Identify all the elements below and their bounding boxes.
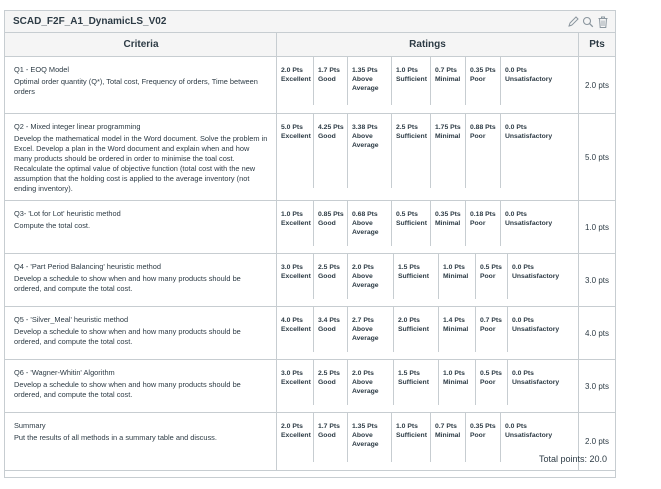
criterion-cell	[14, 368, 268, 400]
pencil-icon[interactable]	[567, 15, 579, 29]
rating-option[interactable]	[348, 57, 392, 113]
rating-points: 1.5 Pts	[398, 370, 420, 377]
rating-points: 4.0 Pts	[281, 317, 303, 324]
rating-points: 2.0 Pts	[281, 67, 303, 74]
rating-points: 3.4 Pts	[318, 317, 340, 324]
rating-option[interactable]	[277, 57, 314, 113]
rating-option[interactable]	[348, 307, 394, 359]
rating-label: Unsatisfactory	[505, 133, 553, 140]
rating-option[interactable]	[277, 307, 314, 359]
criterion-cell	[14, 122, 268, 194]
search-icon[interactable]	[582, 15, 594, 29]
rating-label: Sufficient	[398, 273, 429, 280]
rating-label: Unsatisfactory	[512, 379, 560, 386]
rating-option[interactable]	[501, 201, 578, 253]
ratings-cell	[277, 201, 578, 253]
rating-option[interactable]	[508, 307, 578, 359]
rating-points: 0.7 Pts	[435, 67, 457, 74]
rating-option[interactable]	[314, 114, 348, 200]
criterion-title: Q5 - 'Silver_Meal' heuristic method	[14, 315, 129, 324]
rating-label: Good	[318, 432, 336, 439]
rating-option[interactable]	[394, 360, 439, 412]
criterion-title: Q4 - 'Part Period Balancing' heuristic method	[14, 262, 162, 271]
rating-points: 1.35 Pts	[352, 67, 378, 74]
rating-label: Excellent	[281, 379, 311, 386]
rating-option[interactable]	[392, 201, 431, 253]
rating-points: 2.5 Pts	[396, 124, 418, 131]
rating-option[interactable]	[431, 57, 466, 113]
rating-points: 1.75 Pts	[435, 124, 461, 131]
rating-option[interactable]	[348, 360, 394, 412]
ratings-header: Ratings	[409, 39, 446, 50]
criterion-row	[5, 307, 615, 360]
criterion-points: 3.0 pts	[584, 276, 609, 285]
rating-option[interactable]	[394, 307, 439, 359]
rating-label: Minimal	[443, 273, 469, 280]
ratings-cell	[277, 254, 578, 306]
criteria-header: Criteria	[123, 39, 159, 50]
rating-points: 4.25 Pts	[318, 124, 344, 131]
rating-points: 1.0 Pts	[443, 370, 465, 377]
rubric-header-row	[5, 33, 615, 57]
rating-points: 0.68 Pts	[352, 211, 378, 218]
criterion-cell	[14, 421, 268, 443]
rating-points: 2.5 Pts	[318, 264, 340, 271]
rubric-actions	[567, 15, 609, 29]
rating-points: 1.7 Pts	[318, 67, 340, 74]
rating-label: Excellent	[281, 273, 311, 280]
rating-label: Good	[318, 273, 336, 280]
rubric-table	[4, 10, 616, 478]
rating-label: Poor	[480, 326, 496, 333]
rating-points: 1.0 Pts	[396, 423, 418, 430]
rating-option[interactable]	[439, 360, 476, 412]
rating-points: 0.0 Pts	[505, 67, 527, 74]
rating-label: Good	[318, 133, 336, 140]
rating-points: 3.38 Pts	[352, 124, 378, 131]
ratings-cell	[277, 360, 578, 412]
rating-points: 1.35 Pts	[352, 423, 378, 430]
rating-points: 0.5 Pts	[480, 264, 502, 271]
criterion-description: Put the results of all methods in a summary table and discuss.	[14, 433, 217, 442]
rating-points: 0.0 Pts	[505, 124, 527, 131]
rating-label: Minimal	[435, 76, 461, 83]
rating-label: Poor	[470, 133, 486, 140]
rating-points: 0.35 Pts	[470, 67, 496, 74]
rating-option[interactable]	[466, 114, 501, 200]
rating-points: 0.0 Pts	[512, 264, 534, 271]
rating-option[interactable]	[314, 254, 348, 306]
rating-label: Above Average	[352, 379, 379, 395]
rating-option[interactable]	[277, 254, 314, 306]
rating-points: 1.0 Pts	[396, 67, 418, 74]
criterion-description: Develop a schedule to show when and how many products should be ordered, and compute the total cost.	[14, 380, 241, 399]
rating-option[interactable]	[431, 114, 466, 200]
rating-points: 2.0 Pts	[398, 317, 420, 324]
rating-points: 0.35 Pts	[470, 423, 496, 430]
rating-points: 0.7 Pts	[435, 423, 457, 430]
rating-label: Minimal	[443, 379, 469, 386]
rating-label: Above Average	[352, 273, 379, 289]
rating-option[interactable]	[508, 360, 578, 412]
criterion-description: Develop the mathematical model in the Word document. Solve the problem in Excel. Develop a plan in the Word document and explain when and how many products should be ordered in order to minimise the toal cost. Recalculate the optimal value of objective function (total cost with the new assumption that the holding cost is applied to the average inventory (not ending inventory).	[14, 134, 268, 193]
rating-label: Unsatisfactory	[505, 432, 553, 439]
rating-points: 5.0 Pts	[281, 124, 303, 131]
rubric-title: SCAD_F2F_A1_DynamicLS_V02	[13, 16, 167, 27]
trash-icon[interactable]	[597, 15, 609, 29]
rating-option[interactable]	[501, 114, 578, 200]
rating-option[interactable]	[314, 57, 348, 113]
rating-option[interactable]	[439, 307, 476, 359]
rating-label: Good	[318, 379, 336, 386]
total-points-row	[5, 445, 615, 477]
rating-label: Unsatisfactory	[512, 273, 560, 280]
rating-points: 0.18 Pts	[470, 211, 496, 218]
total-points: Total points: 20.0	[538, 454, 607, 464]
rating-label: Above Average	[352, 133, 379, 149]
criterion-points: 5.0 pts	[584, 153, 609, 162]
pts-header: Pts	[589, 39, 605, 50]
rating-label: Excellent	[281, 432, 311, 439]
rating-points: 0.5 Pts	[480, 370, 502, 377]
criterion-title: Q3- 'Lot for Lot' heuristic method	[14, 209, 121, 218]
rating-option[interactable]	[314, 360, 348, 412]
criterion-cell	[14, 209, 268, 231]
criterion-points: 3.0 pts	[584, 382, 609, 391]
rating-points: 0.0 Pts	[505, 423, 527, 430]
rating-label: Good	[318, 76, 336, 83]
criterion-points: 2.0 pts	[584, 81, 609, 90]
rating-points: 3.0 Pts	[281, 264, 303, 271]
rating-points: 0.7 Pts	[480, 317, 502, 324]
rating-points: 3.0 Pts	[281, 370, 303, 377]
criterion-row	[5, 201, 615, 254]
rating-label: Good	[318, 220, 336, 227]
criterion-description: Optimal order quantity (Q*), Total cost, Frequency of orders, Time between orders	[14, 77, 258, 96]
rating-label: Sufficient	[396, 133, 427, 140]
criterion-title: Q1 - EOQ Model	[14, 65, 70, 74]
rating-label: Poor	[480, 273, 496, 280]
rating-option[interactable]	[314, 307, 348, 359]
criterion-points: 1.0 pts	[584, 223, 609, 232]
rating-label: Above Average	[352, 326, 379, 342]
rating-label: Unsatisfactory	[505, 220, 553, 227]
rating-points: 2.7 Pts	[352, 317, 374, 324]
rating-points: 0.0 Pts	[512, 370, 534, 377]
rating-label: Excellent	[281, 326, 311, 333]
rating-option[interactable]	[392, 114, 431, 200]
rating-points: 1.5 Pts	[398, 264, 420, 271]
rating-label: Good	[318, 326, 336, 333]
rating-label: Sufficient	[396, 432, 427, 439]
rating-option[interactable]	[466, 201, 501, 253]
criterion-cell	[14, 65, 268, 97]
rating-label: Above Average	[352, 220, 379, 236]
criterion-points: 2.0 pts	[584, 437, 609, 446]
criterion-row	[5, 254, 615, 307]
rating-points: 2.0 Pts	[352, 264, 374, 271]
rating-option[interactable]	[277, 114, 314, 200]
rating-option[interactable]	[476, 254, 508, 306]
rating-option[interactable]	[348, 201, 392, 253]
rubric-title-bar	[5, 11, 615, 33]
rating-label: Poor	[480, 379, 496, 386]
criterion-description: Compute the total cost.	[14, 221, 90, 230]
rating-label: Above Average	[352, 432, 379, 448]
rating-points: 1.0 Pts	[281, 211, 303, 218]
rating-option[interactable]	[277, 201, 314, 253]
rating-label: Sufficient	[398, 326, 429, 333]
rating-label: Excellent	[281, 133, 311, 140]
rating-option[interactable]	[466, 57, 501, 113]
rating-points: 0.0 Pts	[505, 211, 527, 218]
rating-label: Minimal	[443, 326, 469, 333]
rating-label: Poor	[470, 432, 486, 439]
rating-label: Poor	[470, 220, 486, 227]
rating-option[interactable]	[476, 307, 508, 359]
rating-option[interactable]	[476, 360, 508, 412]
criterion-title: Summary	[14, 421, 46, 430]
criterion-description: Develop a schedule to show when and how many products should be ordered, and compute the total cost.	[14, 274, 241, 293]
ratings-cell	[277, 307, 578, 359]
rating-label: Sufficient	[396, 76, 427, 83]
rating-option[interactable]	[501, 57, 578, 113]
rating-label: Excellent	[281, 220, 311, 227]
rating-label: Minimal	[435, 220, 461, 227]
rating-points: 2.5 Pts	[318, 370, 340, 377]
rating-label: Sufficient	[398, 379, 429, 386]
rating-label: Minimal	[435, 432, 461, 439]
criterion-title: Q2 - Mixed integer linear programming	[14, 122, 141, 131]
rating-label: Excellent	[281, 76, 311, 83]
rating-points: 0.0 Pts	[512, 317, 534, 324]
rating-option[interactable]	[348, 114, 392, 200]
rating-label: Sufficient	[396, 220, 427, 227]
rating-label: Above Average	[352, 76, 379, 92]
criterion-row	[5, 57, 615, 114]
rating-option[interactable]	[277, 360, 314, 412]
rating-option[interactable]	[394, 254, 439, 306]
rating-option[interactable]	[392, 57, 431, 113]
rating-points: 0.5 Pts	[396, 211, 418, 218]
rating-option[interactable]	[439, 254, 476, 306]
criterion-cell	[14, 315, 268, 347]
rating-option[interactable]	[314, 201, 348, 253]
rating-points: 0.35 Pts	[435, 211, 461, 218]
rating-points: 1.7 Pts	[318, 423, 340, 430]
ratings-cell	[277, 57, 578, 113]
rating-label: Poor	[470, 76, 486, 83]
rating-points: 2.0 Pts	[352, 370, 374, 377]
rating-points: 0.88 Pts	[470, 124, 496, 131]
rating-points: 2.0 Pts	[281, 423, 303, 430]
ratings-cell	[277, 114, 578, 200]
criterion-description: Develop a schedule to show when and how many products should be ordered, and compute the total cost.	[14, 327, 241, 346]
rating-points: 1.4 Pts	[443, 317, 465, 324]
rating-label: Unsatisfactory	[505, 76, 553, 83]
rating-label: Unsatisfactory	[512, 326, 560, 333]
rating-points: 1.0 Pts	[443, 264, 465, 271]
criterion-cell	[14, 262, 268, 294]
rating-points: 0.85 Pts	[318, 211, 344, 218]
rating-option[interactable]	[431, 201, 466, 253]
rating-option[interactable]	[508, 254, 578, 306]
criterion-title: Q6 - 'Wagner-Whitin' Algorithm	[14, 368, 115, 377]
rating-label: Minimal	[435, 133, 461, 140]
rating-option[interactable]	[348, 254, 394, 306]
criterion-points: 4.0 pts	[584, 329, 609, 338]
criterion-row	[5, 360, 615, 413]
criterion-row	[5, 114, 615, 201]
